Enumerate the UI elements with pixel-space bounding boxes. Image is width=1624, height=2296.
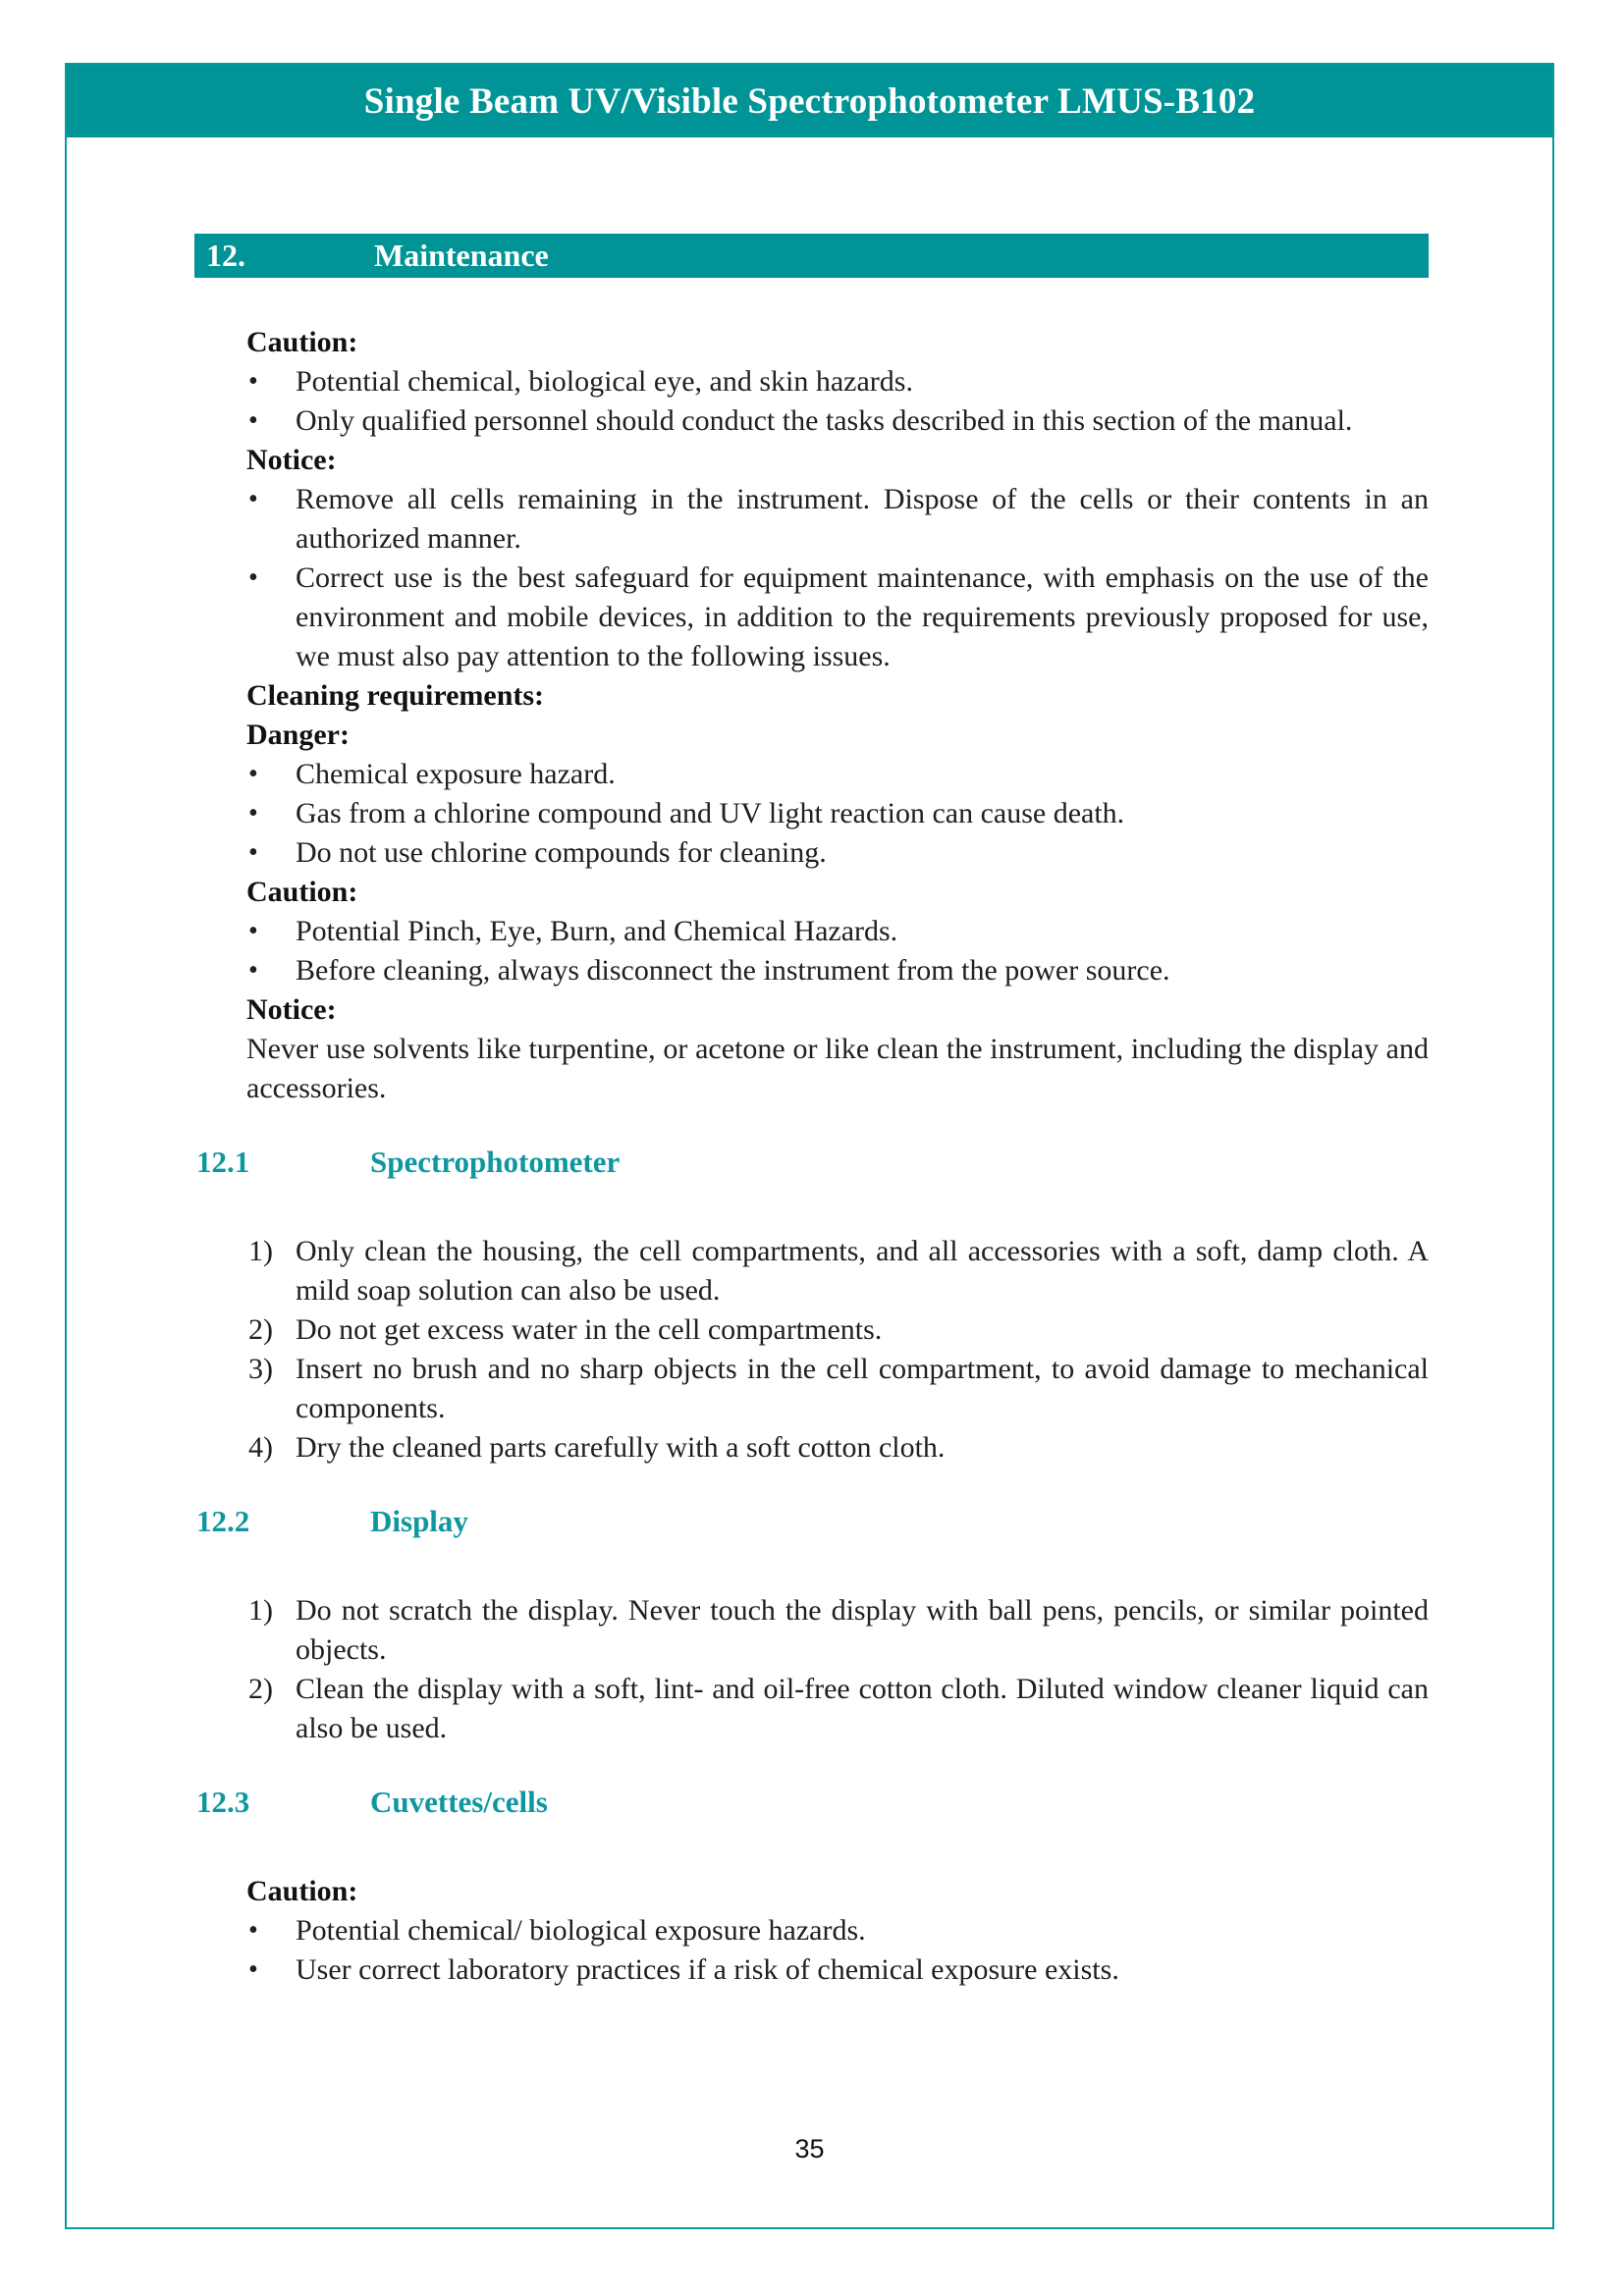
list-item-text: Clean the display with a soft, lint- and oil-free cotton cloth. Diluted window cleaner liquid can also be used. [296,1673,1429,1744]
numbered-list-item [246,1670,1429,1748]
bullet-list-item [246,1911,1429,1950]
bullet-list-item [246,833,1429,873]
text-label: Notice: [246,993,337,1026]
list-item-text: Do not get excess water in the cell compartments. [296,1313,883,1346]
numbered-list-item [246,1428,1429,1468]
bullet-list-item [246,362,1429,401]
bullet-dot: • [248,955,258,986]
subsection-title: Cuvettes/cells [370,1785,548,1819]
section-heading-maintenance [194,234,1429,278]
bullet-list-item [246,794,1429,833]
numbered-list-item [246,1591,1429,1670]
bullet-list-item [246,912,1429,951]
bullet-list-item [246,951,1429,990]
subsection-heading-spectrophotometer [194,1142,1429,1183]
section-title: Maintenance [374,238,549,273]
bullet-dot: • [248,405,258,436]
bullet-dot: • [248,759,258,789]
list-item-text: Dry the cleaned parts carefully with a soft cotton cloth. [296,1431,946,1464]
list-item-text: Only qualified personnel should conduct the tasks described in this section of the manual. [296,404,1353,437]
subsection-title: Display [370,1504,468,1538]
list-item-text: Potential chemical, biological eye, and skin hazards. [296,365,913,398]
text-label: Cleaning requirements: [246,679,545,712]
bullet-dot: • [248,916,258,946]
maintenance-intro-text [246,323,1429,1108]
bullet-list-item [246,1950,1429,1990]
spectrophotometer-instructions [246,1232,1429,1468]
text-label: Caution: [246,326,358,358]
item-number: 3) [248,1353,273,1385]
document-title: Single Beam UV/Visible Spectrophotometer LMUS-B102 [363,80,1256,122]
page-number: 35 [794,2134,825,2163]
list-item-text: Potential chemical/ biological exposure hazards. [296,1914,866,1947]
bullet-list-item [246,401,1429,441]
numbered-list-item [246,1350,1429,1428]
bullet-dot: • [248,1954,258,1985]
numbered-list-item [246,1310,1429,1350]
list-item-text: Remove all cells remaining in the instrument. Dispose of the cells or their contents in an authorized manner. [296,483,1429,555]
subsection-number: 12.3 [196,1785,250,1819]
list-item-text: Insert no brush and no sharp objects in the cell compartment, to avoid damage to mechanical components. [296,1353,1429,1424]
subsection-number: 12.1 [196,1145,250,1179]
list-item-text: Gas from a chlorine compound and UV light reaction can cause death. [296,797,1125,829]
bullet-list-item [246,755,1429,794]
list-item-text: Correct use is the best safeguard for equipment maintenance, with emphasis on the use of the environment and mobile devices, in addition to the requirements previously proposed for use, we must also pay attention to the following issues. [296,561,1429,672]
text-label: Danger: [246,719,350,751]
bullet-dot: • [248,562,258,593]
subsection-number: 12.2 [196,1504,250,1538]
list-item-text: Only clean the housing, the cell compartments, and all accessories with a soft, damp cloth. A mild soap solution can also be used. [296,1235,1429,1307]
section-number: 12. [206,238,245,273]
bullet-dot: • [248,837,258,868]
list-item-text: Before cleaning, always disconnect the instrument from the power source. [296,954,1170,987]
paragraph: Never use solvents like turpentine, or acetone or like clean the instrument, including the display and accessories. [246,1033,1429,1104]
list-item-text: Chemical exposure hazard. [296,758,616,790]
text-label: Notice: [246,444,337,476]
bullet-list-item [246,480,1429,559]
item-number: 2) [248,1313,273,1346]
text-label: Caution: [246,1875,358,1907]
page-header [67,65,1552,137]
subsection-title: Spectrophotometer [370,1145,621,1179]
item-number: 1) [248,1594,273,1627]
bullet-dot: • [248,366,258,397]
item-number: 4) [248,1431,273,1464]
bullet-dot: • [248,798,258,828]
list-item-text: Do not scratch the display. Never touch the display with ball pens, pencils, or similar pointed objects. [296,1594,1429,1666]
text-label: Caution: [246,876,358,908]
page-frame [65,63,1554,2229]
bullet-list-item [246,559,1429,676]
numbered-list-item [246,1232,1429,1310]
list-item-text: Do not use chlorine compounds for cleaning. [296,836,827,869]
page-content [67,234,1552,1990]
subsection-heading-cuvettes-cells [194,1782,1429,1823]
list-item-text: Potential Pinch, Eye, Burn, and Chemical Hazards. [296,915,898,947]
cuvettes-cells-text [246,1872,1429,1990]
list-item-text: User correct laboratory practices if a risk of chemical exposure exists. [296,1953,1119,1986]
bullet-dot: • [248,1915,258,1946]
item-number: 2) [248,1673,273,1705]
subsection-heading-display [194,1501,1429,1542]
bullet-dot: • [248,484,258,514]
display-instructions [246,1591,1429,1748]
item-number: 1) [248,1235,273,1267]
